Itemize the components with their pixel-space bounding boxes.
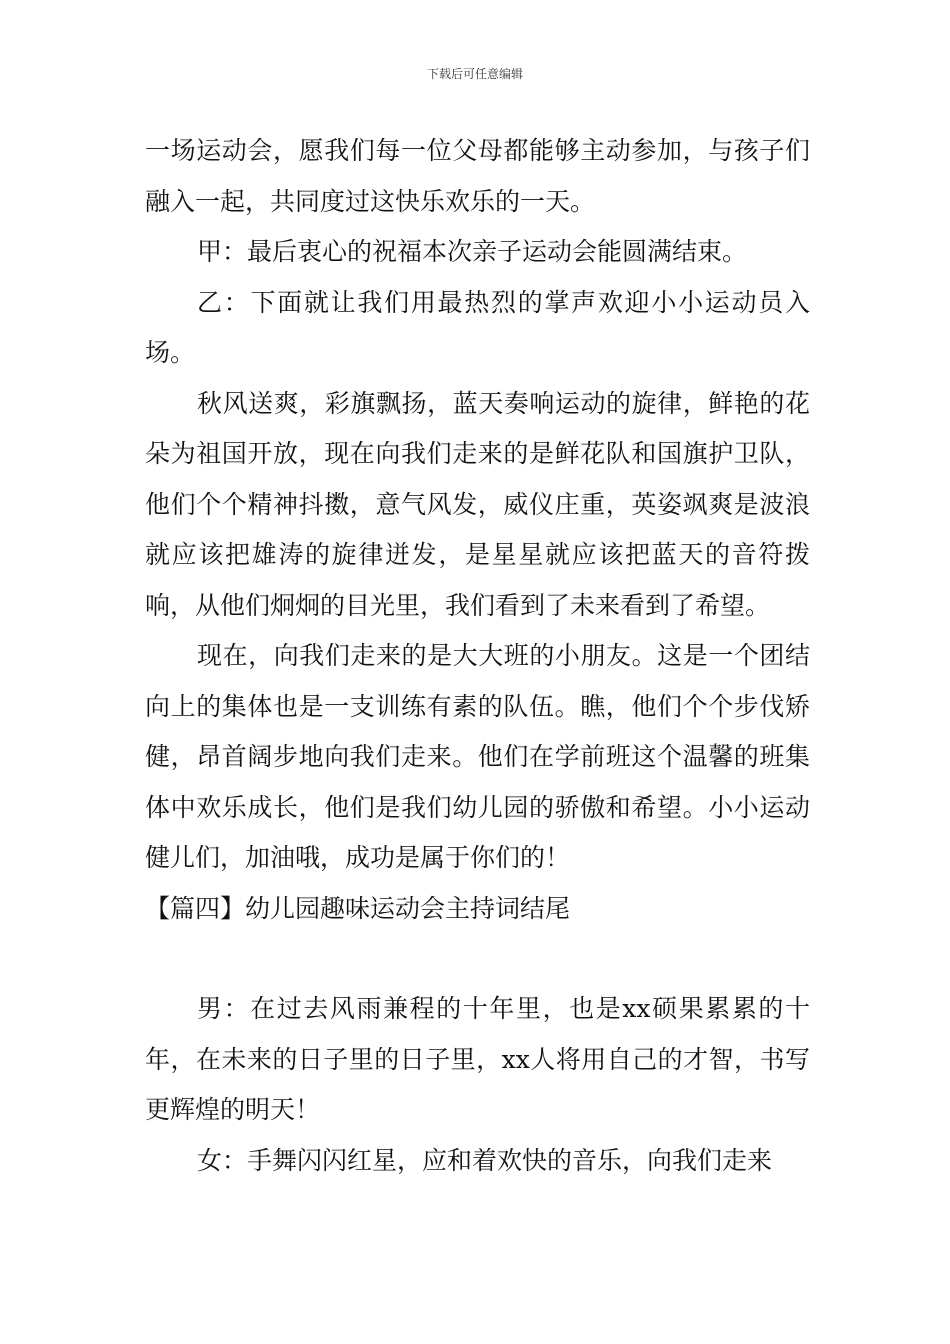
- paragraph-speaker-yi: 乙：下面就让我们用最热烈的掌声欢迎小小运动员入场。: [145, 287, 810, 367]
- paragraph-flag-guard: 秋风送爽，彩旗飘扬，蓝天奏响运动的旋律，鲜艳的花朵为祖国开放，现在向我们走来的是鲜花队和国旗护卫队，他们个个精神抖擞，意气风发，威仪庄重，英姿飒爽是波浪就应该把雄涛的旋律迸发，是星星就应该把蓝天的音符拨响，从他们炯炯的目光里，我们看到了未来看到了希望。: [145, 388, 810, 620]
- paragraph-continuation: 一场运动会，愿我们每一位父母都能够主动参加，与孩子们融入一起，共同度过这快乐欢乐的一天。: [145, 136, 810, 216]
- section-heading: 【篇四】幼儿园趣味运动会主持词结尾: [145, 893, 571, 923]
- paragraph-speaker-male: 男：在过去风雨兼程的十年里，也是xx硕果累累的十年，在未来的日子里的日子里，xx人将用自己的才智，书写更辉煌的明天！: [145, 994, 810, 1124]
- page-header: 下载后可任意编辑: [426, 67, 523, 81]
- paragraph-speaker-female: 女：手舞闪闪红星，应和着欢快的音乐，向我们走来: [197, 1145, 773, 1175]
- document-body: [145, 126, 810, 1186]
- paragraph-speaker-jia: 甲：最后衷心的祝福本次亲子运动会能圆满结束。: [197, 237, 748, 266]
- paragraph-senior-class: 现在，向我们走来的是大大班的小朋友。这是一个团结向上的集体也是一支训练有素的队伍。瞧，他们个个步伐矫健，昂首阔步地向我们走来。他们在学前班这个温馨的班集体中欢乐成长，他们是我们幼儿园的骄傲和希望。小小运动健儿们，加油哦，成功是属于你们的！: [145, 641, 810, 872]
